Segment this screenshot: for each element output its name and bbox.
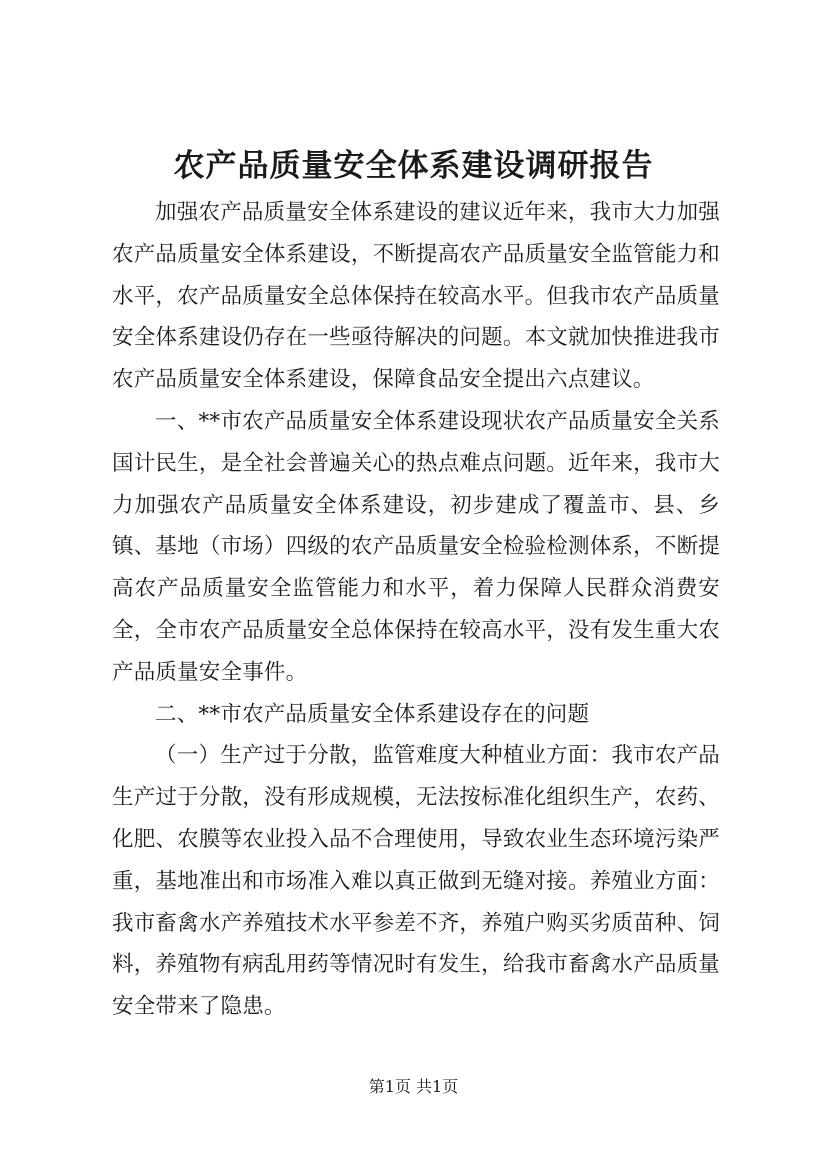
document-title: 农产品质量安全体系建设调研报告 xyxy=(173,148,654,184)
page-footer: 第1页 共1页 xyxy=(368,1077,459,1096)
document-body xyxy=(112,192,720,1028)
paragraph-intro: 加强农产品质量安全体系建设的建议近年来，我市大力加强农产品质量安全体系建设，不断提高农产品质量安全监管能力和水平，农产品质量安全总体保持在较高水平。但我市农产品质量安全体系建设仍存在一些亟待解决的问题。本文就加快推进我市农产品质量安全体系建设，保障食品安全提出六点建议。 xyxy=(112,200,720,393)
paragraph-section-2-heading: 二、**市农产品质量安全体系建设存在的问题 xyxy=(155,701,590,727)
paragraph-section-1: 一、**市农产品质量安全体系建设现状农产品质量安全关系国计民生，是全社会普遍关心的热点难点问题。近年来，我市大力加强农产品质量安全体系建设，初步建成了覆盖市、县、乡镇、基地（市场）四级的农产品质量安全检验检测体系，不断提高农产品质量安全监管能力和水平，着力保障人民群众消费安全，全市农产品质量安全总体保持在较高水平，没有发生重大农产品质量安全事件。 xyxy=(112,408,720,685)
paragraph-section-2-1: （一）生产过于分散，监管难度大种植业方面：我市农产品生产过于分散，没有形成规模，无法按标准化组织生产，农药、化肥、农膜等农业投入品不合理使用，导致农业生态环境污染严重，基地准出和市场准入难以真正做到无缝对接。养殖业方面：我市畜禽水产养殖技术水平参差不齐，养殖户购买劣质苗种、饲料，养殖物有病乱用药等情况时有发生，给我市畜禽水产品质量安全带来了隐患。 xyxy=(112,743,720,1020)
